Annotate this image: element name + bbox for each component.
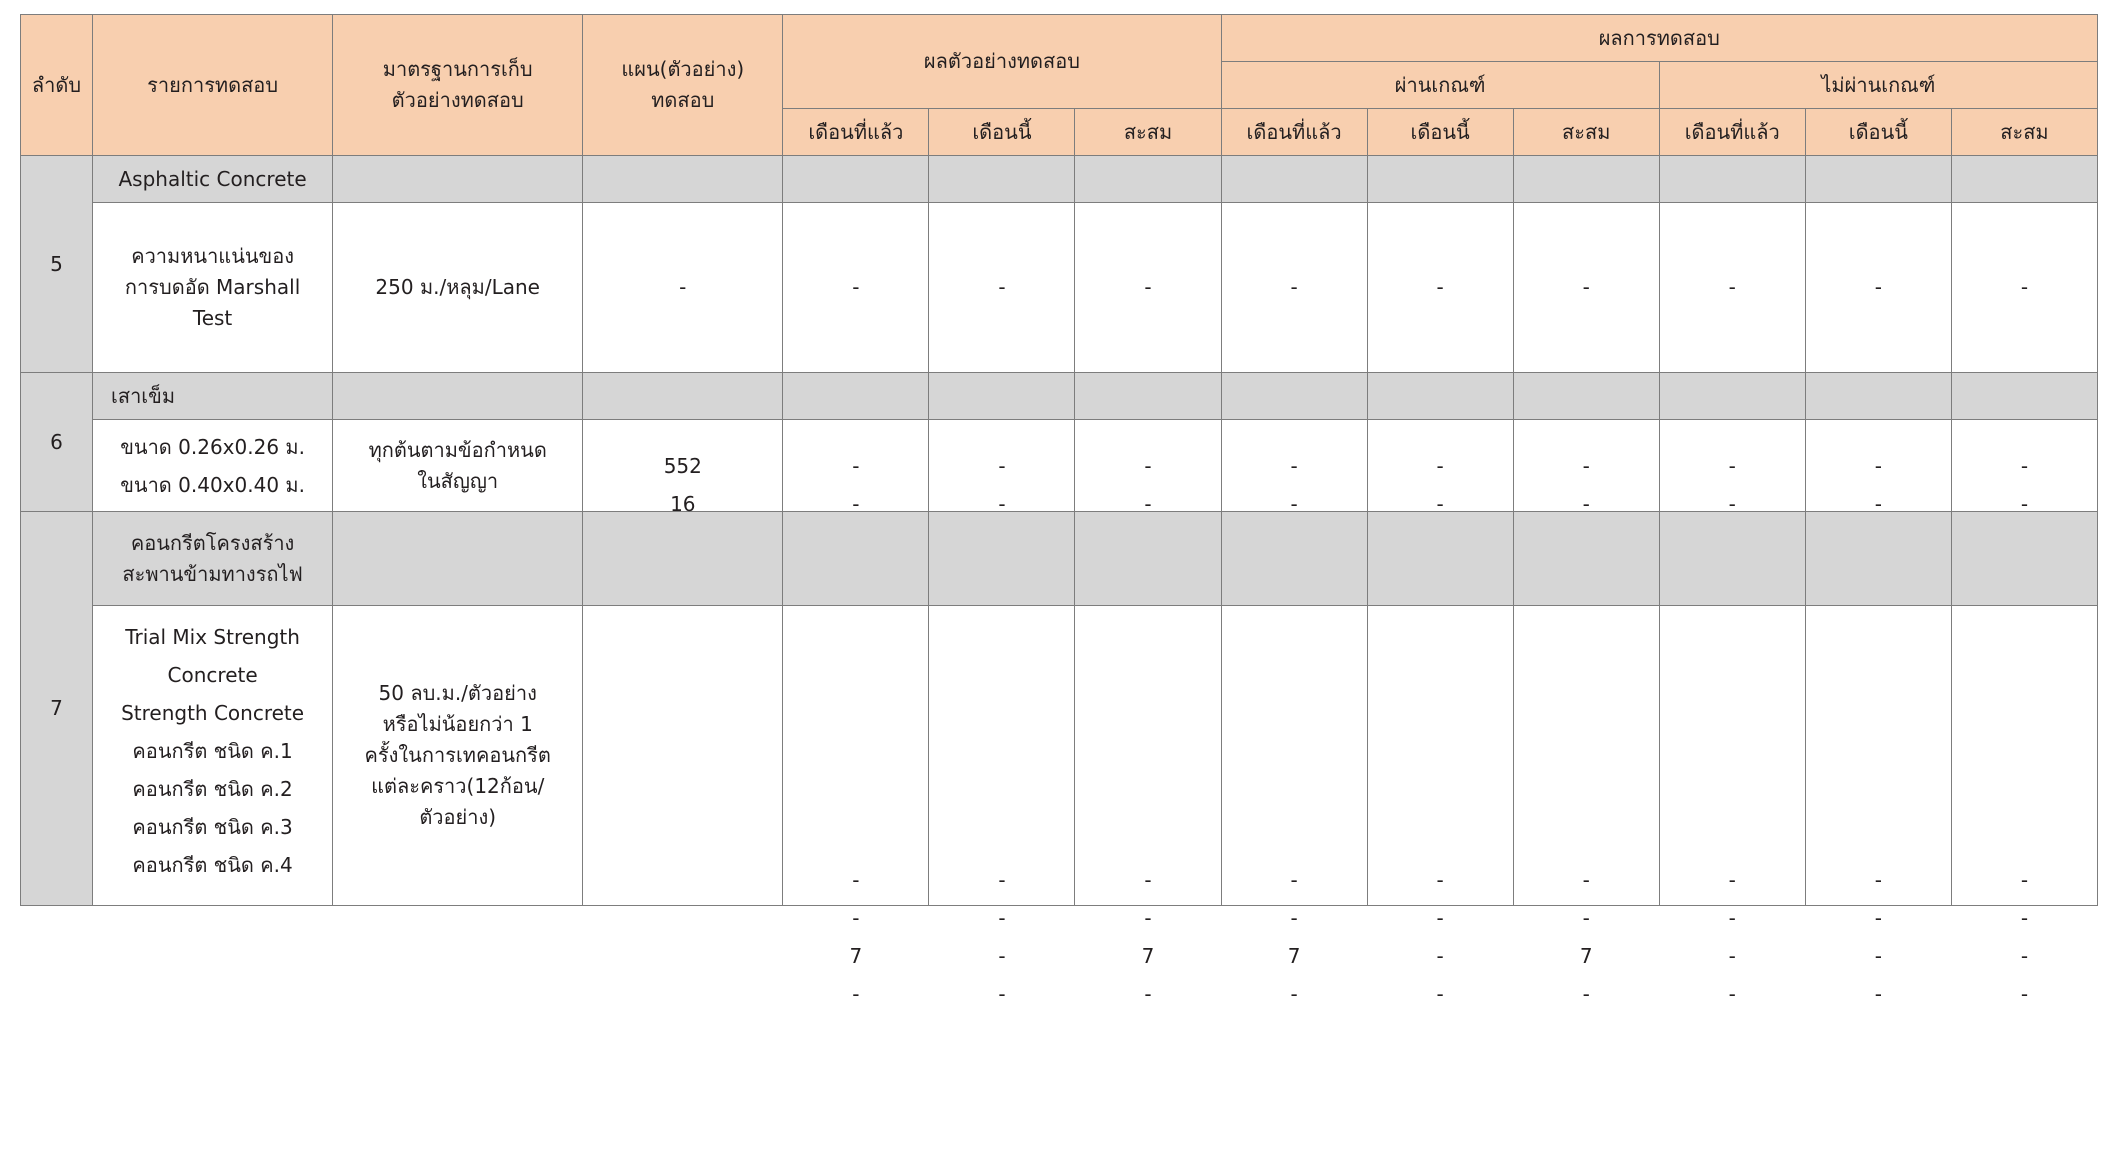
fail-cumulative-cell [1951,420,2097,516]
table-header [21,15,2098,156]
group-pass-this-month [1367,373,1513,420]
pass-this-month-line4: - [1436,982,1444,1006]
standard-cell [333,606,583,906]
group-sample-this-month [929,156,1075,203]
sample-this-month-line3: - [998,944,1006,968]
pass-this-month-line3: - [1436,944,1444,968]
header-standard [333,15,583,156]
pass-this-month-line1: - [1436,868,1444,892]
sample-cumulative-line3: 7 [1141,944,1155,968]
fail-last-month-line4: - [1728,982,1736,1006]
header-no: ลำดับ [21,15,93,156]
standard-cell: 250 ม./หลุม/Lane [333,203,583,373]
item-label-line1: ขนาด 0.26x0.26 ม. [120,434,305,459]
group-label: Asphaltic Concrete [93,156,333,203]
fail-this-month-line3: - [1874,944,1882,968]
fail-this-month-line2: - [1874,491,1882,516]
sample-last-month-cell [783,606,929,1006]
group-label-line1: คอนกรีตโครงสร้าง [130,530,295,555]
group-fail-cumulative [1951,512,2097,606]
standard-line1: 50 ลบ.ม./ตัวอย่าง [378,681,537,705]
pass-cumulative-cell [1513,606,1659,1006]
fail-cumulative-line1: - [2020,453,2029,478]
table-row [21,606,2098,906]
group-pass-this-month [1367,512,1513,606]
fail-cumulative-line1: - [2020,868,2029,892]
item-label-line2: ขนาด 0.40x0.40 ม. [120,472,305,497]
header-fail-this-month: เดือนนี้ [1805,109,1951,156]
pass-cumulative-line2: - [1582,491,1590,516]
fail-last-month-cell [1659,420,1805,516]
group-plan [583,512,783,606]
pass-last-month-line1: - [1290,868,1298,892]
header-pass-last-month: เดือนที่แล้ว [1221,109,1367,156]
sample-last-month-line3: 7 [849,944,863,968]
plan-line1: 552 [663,453,702,478]
fail-last-month-cell: - [1659,203,1805,373]
sample-this-month-cell: - [929,203,1075,373]
fail-last-month-cell [1659,606,1805,1006]
group-pass-cumulative [1513,373,1659,420]
header-plan [583,15,783,156]
fail-last-month-line2: - [1728,906,1736,930]
group-pass-last-month [1221,373,1367,420]
header-sample-cumulative: สะสม [1075,109,1221,156]
sample-cumulative-line1: - [1144,453,1152,478]
fail-cumulative-line3: - [2020,944,2029,968]
group-label-line2: สะพานข้ามทางรถไฟ [122,561,303,586]
pass-cumulative-cell [1513,420,1659,516]
group-label [93,512,333,606]
fail-this-month-cell [1805,606,1951,1006]
header-item: รายการทดสอบ [93,15,333,156]
header-fail-last-month: เดือนที่แล้ว [1659,109,1805,156]
pass-this-month-cell: - [1367,203,1513,373]
fail-this-month-line2: - [1874,906,1882,930]
fail-cumulative-line2: - [2020,491,2029,516]
item-label-line2: การบดอัด Marshall [124,275,301,299]
fail-cumulative-line2: - [2020,906,2029,930]
group-sample-cumulative [1075,156,1221,203]
row-number: 5 [21,156,93,373]
group-fail-cumulative [1951,373,2097,420]
item-label-line3: Test [192,306,233,330]
header-pass: ผ่านเกณฑ์ [1221,62,1659,109]
sample-cumulative-line2: - [1144,906,1152,930]
plan-cell [583,420,783,516]
header-plan-line1: แผน(ตัวอย่าง) [621,57,745,81]
header-standard-line2: ตัวอย่างทดสอบ [391,88,524,112]
table-row [21,203,2098,373]
pass-cumulative-line4: - [1582,982,1590,1006]
group-label: เสาเข็ม [93,373,333,420]
pass-last-month-cell [1221,606,1367,1006]
header-test-result: ผลการทดสอบ [1221,15,2097,62]
group-standard [333,373,583,420]
group-pass-cumulative [1513,156,1659,203]
group-pass-last-month [1221,512,1367,606]
group-sample-this-month [929,373,1075,420]
group-sample-last-month [783,512,929,606]
pass-cumulative-line3: 7 [1579,944,1593,968]
pass-last-month-line2: - [1290,491,1298,516]
group-sample-last-month [783,156,929,203]
group-sample-last-month [783,373,929,420]
standard-line3: ครั้งในการเทคอนกรีต [364,743,551,767]
standard-line1: ทุกต้นตามข้อกำหนด [368,437,547,462]
sample-this-month-cell [929,420,1075,516]
pass-cumulative-cell: - [1513,203,1659,373]
pass-cumulative-line2: - [1582,906,1590,930]
header-plan-line2: ทดสอบ [651,88,715,112]
sample-this-month-cell [929,606,1075,1006]
sample-cumulative-cell [1075,420,1221,516]
pass-this-month-cell [1367,606,1513,1006]
standard-cell [333,420,583,512]
sample-last-month-line2: - [852,906,860,930]
table-row [21,156,2098,203]
group-pass-last-month [1221,156,1367,203]
fail-cumulative-cell: - [1951,203,2097,373]
sample-cumulative-line4: - [1144,982,1152,1006]
row-number: 7 [21,512,93,906]
fail-this-month-cell [1805,420,1951,516]
group-fail-this-month [1805,156,1951,203]
header-fail-cumulative: สะสม [1951,109,2097,156]
pass-cumulative-line1: - [1582,868,1590,892]
sample-this-month-line2: - [998,906,1006,930]
table-row [21,512,2098,606]
plan-cell [583,606,783,906]
table-body [21,156,2098,1006]
group-fail-last-month [1659,373,1805,420]
standard-line5: ตัวอย่าง) [419,805,497,829]
sample-last-month-line1: - [852,868,860,892]
item-label-line1: ความหนาแน่นของ [131,244,294,268]
fail-cumulative-line4: - [2020,982,2029,1006]
sample-cumulative-cell: - [1075,203,1221,373]
header-pass-cumulative: สะสม [1513,109,1659,156]
pass-last-month-line3: 7 [1287,944,1301,968]
item-label [93,203,333,373]
group-fail-this-month [1805,512,1951,606]
item-label [93,606,333,906]
pass-this-month-line1: - [1436,453,1444,478]
sample-this-month-line2: - [998,491,1006,516]
fail-last-month-line1: - [1728,453,1736,478]
item-label-line1: Trial Mix Strength [125,625,300,649]
fail-this-month-line1: - [1874,868,1882,892]
pass-this-month-line2: - [1436,906,1444,930]
pass-this-month-cell [1367,420,1513,516]
group-plan [583,373,783,420]
item-label-line7: คอนกรีต ชนิด ค.4 [132,853,293,877]
item-label-line6: คอนกรีต ชนิด ค.3 [132,815,293,839]
group-fail-last-month [1659,156,1805,203]
group-fail-cumulative [1951,156,2097,203]
sample-last-month-cell [783,420,929,516]
fail-last-month-line2: - [1728,491,1736,516]
sample-cumulative-line2: - [1144,491,1152,516]
standard-line2: หรือไม่น้อยกว่า 1 [382,712,533,736]
pass-last-month-line2: - [1290,906,1298,930]
group-pass-cumulative [1513,512,1659,606]
item-label-line3: Strength Concrete [121,701,305,725]
sample-this-month-line1: - [998,453,1006,478]
pass-last-month-line4: - [1290,982,1298,1006]
group-sample-cumulative [1075,373,1221,420]
sample-cumulative-line1: - [1144,868,1152,892]
standard-line4: แต่ละคราว(12ก้อน/ [371,774,545,798]
sample-cumulative-cell [1075,606,1221,1006]
plan-line2: 16 [670,491,696,516]
fail-cumulative-cell [1951,606,2097,1006]
item-label [93,420,333,512]
test-results-table [20,14,2098,1006]
item-label-line5: คอนกรีต ชนิด ค.2 [132,777,293,801]
header-standard-line1: มาตรฐานการเก็บ [382,57,533,81]
group-sample-cumulative [1075,512,1221,606]
group-pass-this-month [1367,156,1513,203]
pass-this-month-line2: - [1436,491,1444,516]
group-standard [333,512,583,606]
table-row [21,373,2098,420]
group-fail-this-month [1805,373,1951,420]
pass-cumulative-line1: - [1582,453,1590,478]
fail-this-month-cell: - [1805,203,1951,373]
header-sample-last-month: เดือนที่แล้ว [783,109,929,156]
group-standard [333,156,583,203]
group-plan [583,156,783,203]
header-pass-this-month: เดือนนี้ [1367,109,1513,156]
sample-this-month-line4: - [998,982,1006,1006]
sample-last-month-line4: - [852,982,860,1006]
sample-this-month-line1: - [998,868,1006,892]
pass-last-month-cell: - [1221,203,1367,373]
pass-last-month-line1: - [1290,453,1298,478]
fail-last-month-line3: - [1728,944,1736,968]
header-sample-result: ผลตัวอย่างทดสอบ [783,15,1221,109]
header-sample-this-month: เดือนนี้ [929,109,1075,156]
table-row [21,420,2098,512]
pass-last-month-cell [1221,420,1367,516]
fail-this-month-line4: - [1874,982,1882,1006]
group-fail-last-month [1659,512,1805,606]
sample-last-month-cell: - [783,203,929,373]
fail-last-month-line1: - [1728,868,1736,892]
item-label-line2: Concrete [167,663,258,687]
fail-this-month-line1: - [1874,453,1882,478]
row-number: 6 [21,373,93,512]
item-label-line4: คอนกรีต ชนิด ค.1 [132,739,293,763]
plan-cell: - [583,203,783,373]
sample-last-month-line2: - [852,491,860,516]
standard-line2: ในสัญญา [417,468,499,493]
group-sample-this-month [929,512,1075,606]
sample-last-month-line1: - [852,453,860,478]
header-fail: ไม่ผ่านเกณฑ์ [1659,62,2097,109]
